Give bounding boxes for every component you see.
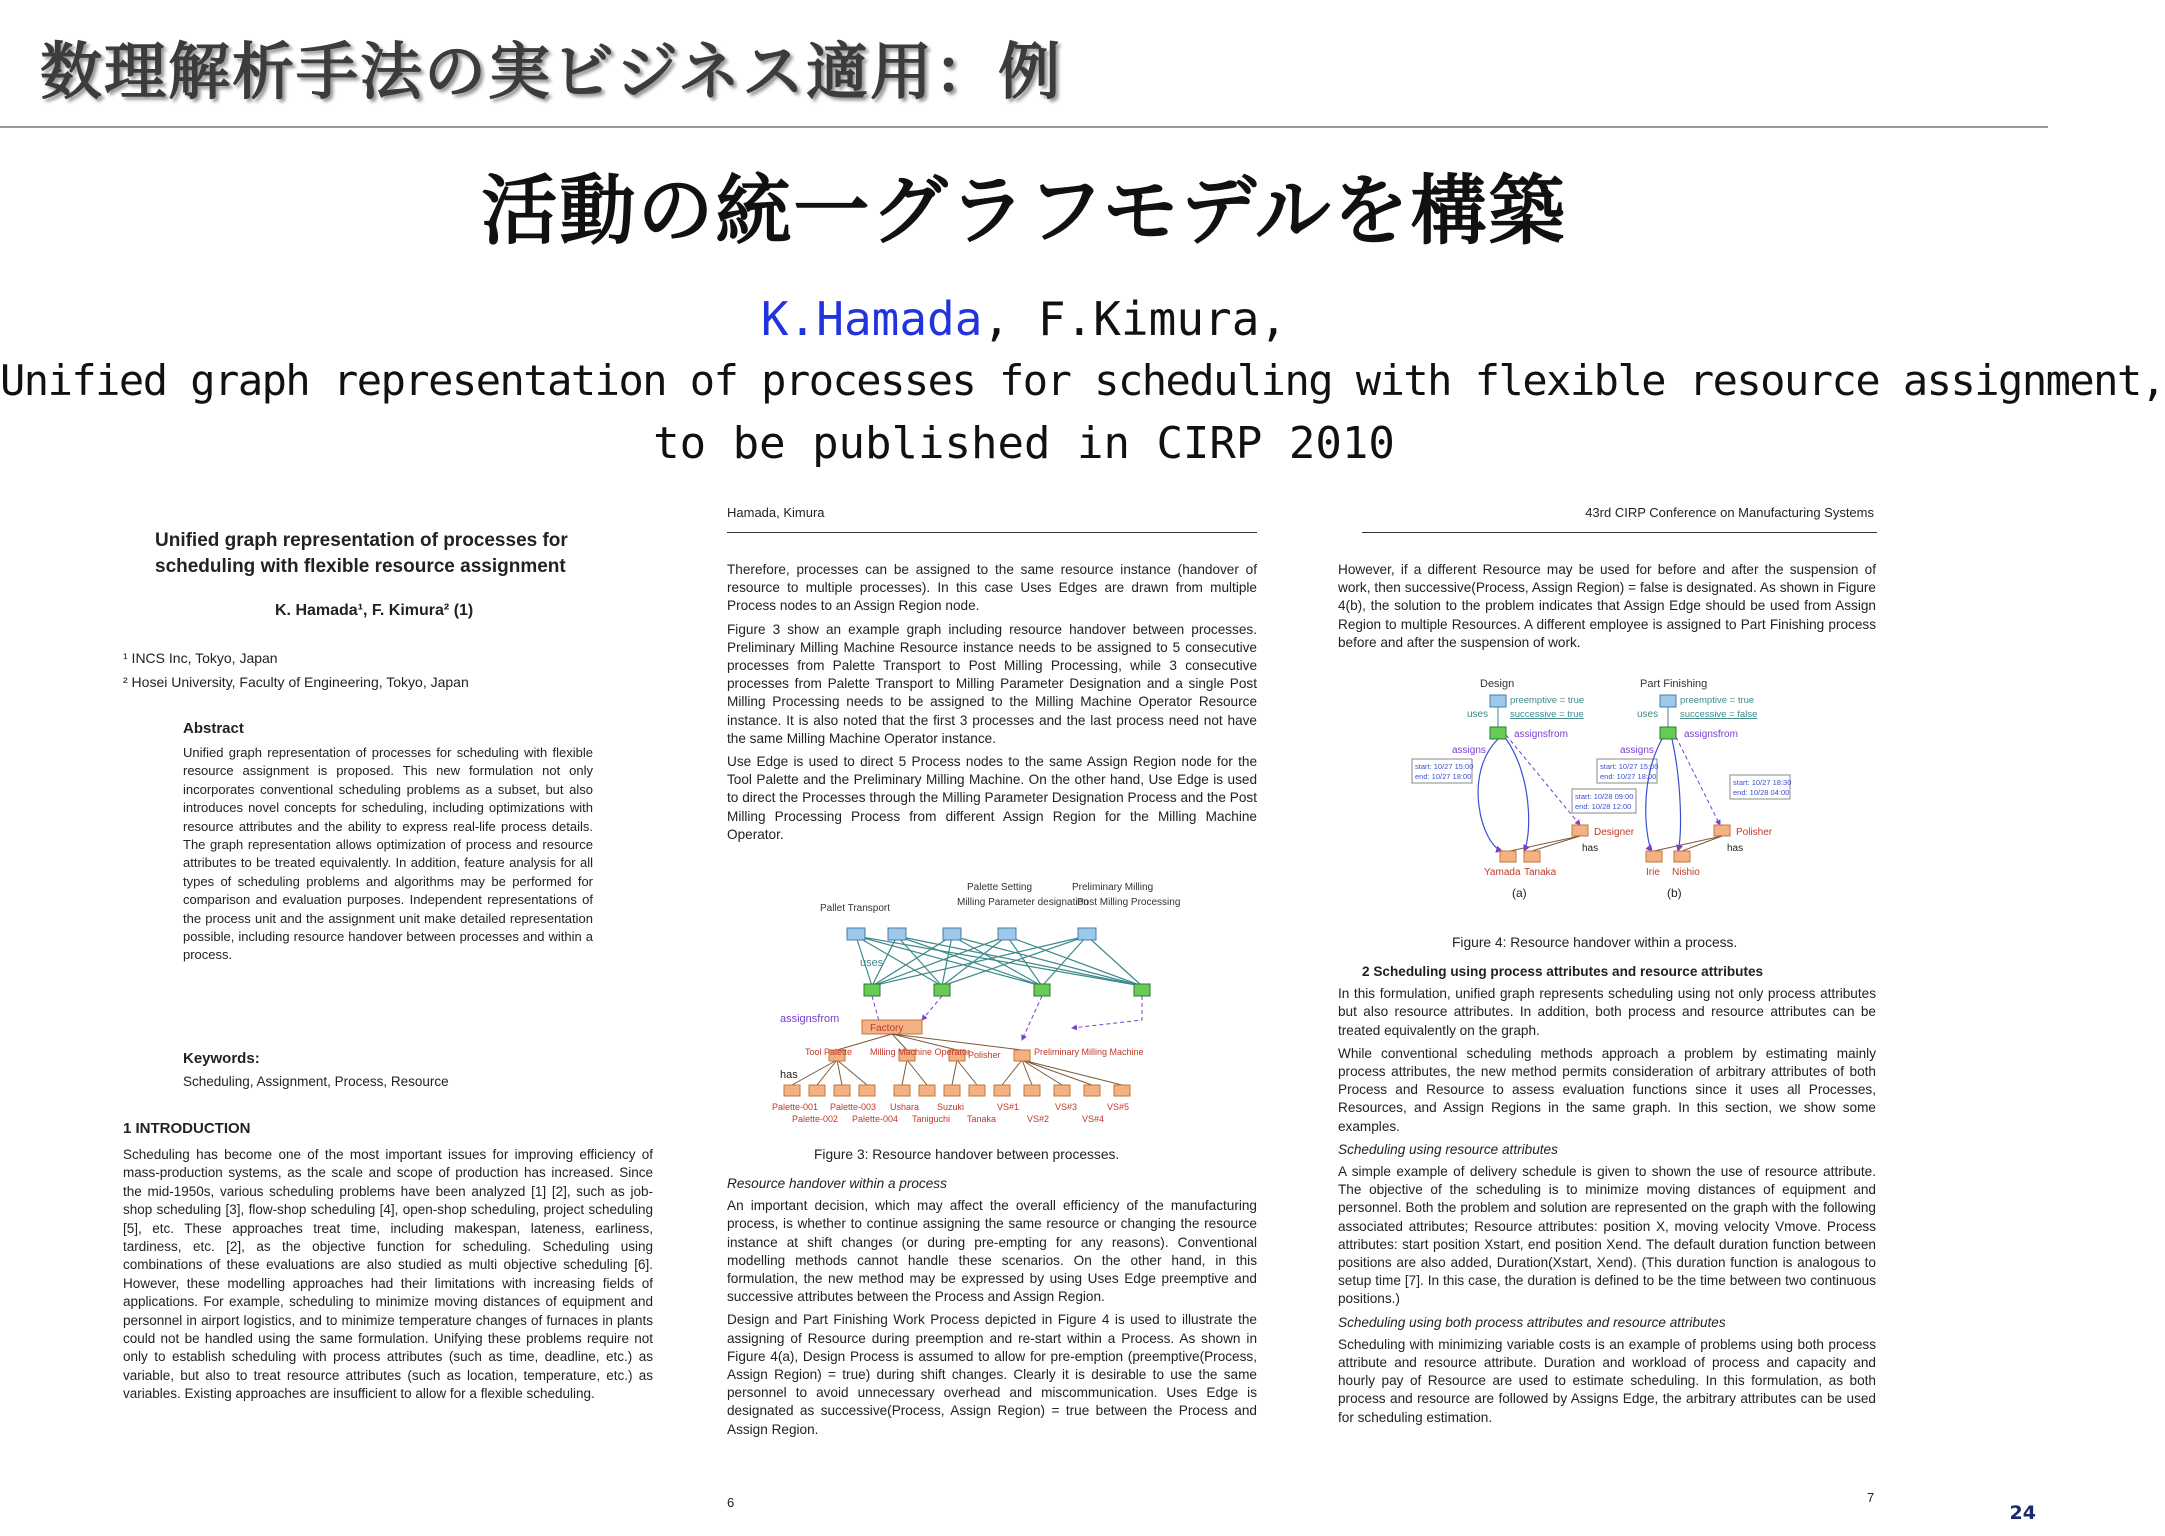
fig3-assignsfrom-label: assignsfrom [780, 1013, 840, 1025]
header-rule [727, 532, 1257, 533]
fig3-leaf-label: VS#1 [997, 1102, 1020, 1112]
fig4a-assign-edge [1506, 739, 1529, 851]
paragraph: Design and Part Finishing Work Process depicted in Figure 4 is used to illustrate the assigning of Resource during preemption and re-start within a Process. As shown in Figure 4(a), Design Process is assumed to allow for pre-emption (preemptive(Process, Assign Region) = true) during shift changes. Clearly it is desirable to use the same personnel to avoid unnecessary overhead and miscommunication. Uses Edge is designated as successive(Process, Assign Region) = true between the Process and Assign Region. [727, 1312, 1257, 1437]
author-rest: , F.Kimura, [982, 292, 1288, 346]
paragraph: Figure 3 show an example graph including resource handover between processes. Preliminary Milling Machine Resource instance needs to be assigned to 5 consecutive processes from Palette Transport to Post Milling Processing, while 3 consecutive processes from Palette Transport to Milling Parameter Designation and a single Post Milling Processing needs to be assigned to the Milling Machine Operator Resource instance. It is also noted that the first 3 processes and the last process need not have the same Milling Machine Operator instance. [727, 621, 1257, 746]
page3-body-bottom [1338, 963, 1876, 1432]
fig3-process-node [998, 928, 1016, 940]
intro-heading: 1 INTRODUCTION [123, 1120, 251, 1137]
fig4a-time: start: 10/27 15:00 [1600, 762, 1659, 771]
paragraph: However, if a different Resource may be used for before and after the suspension of work, then successive(Process, Assign Region) = false is designated. As shown in Figure 4(b), the solution to the problem indicates that Assign Edge should be used from Assign Region to multiple Resources. A different employee is assigned to Part Finishing process before and after the suspension of work. [1338, 562, 1876, 650]
fig4b-resource-node [1714, 825, 1730, 836]
fig4a-time: end: 10/27 18:00 [1600, 772, 1657, 781]
fig3-preliminary-machine: Preliminary Milling Machine [1034, 1047, 1144, 1057]
fig3-leaf-label: Palette-004 [852, 1114, 899, 1124]
fig4a-time: start: 10/27 15:00 [1415, 762, 1474, 771]
fig4a-has-edges [1510, 836, 1580, 851]
fig4a-time: end: 10/28 12:00 [1575, 802, 1632, 811]
fig3-assign-region [864, 984, 880, 996]
fig3-process-node [1078, 928, 1096, 940]
fig4b-uses: uses [1637, 709, 1659, 720]
section-heading: 2 Scheduling using process attributes and resource attributes [1362, 964, 1764, 979]
fig4-label-a: (a) [1512, 886, 1527, 900]
paragraph: An important decision, which may affect the overall efficiency of the manufacturing process, is whether to continue assigning the same resource or changing the resource instance at shift changes (or during pre-empting for any reasons). Conventional modelling methods cannot handle these scenarios. On the other hand, in this formulation, the new method may be expressed by using Uses Edge preemptive and successive attributes between the Process and Assign Region. [727, 1198, 1257, 1305]
author-highlight: K.Hamada [760, 292, 983, 346]
fig4b-process-label: Part Finishing [1640, 678, 1708, 690]
paragraph: A simple example of delivery schedule is given to shown the use of resource attribute. The objective of the scheduling is to minimize moving distances of equipment and personnel. Both the problem and solution are represented on the graph with the following associated attributes; Resource attributes: position X, moving velocity Vmove. Process attributes: start position Xstart, end position Xend. The default duration function between positions are also added, Duration(Xstart, Xend). (This duration function is analogous to setup time [7]. In this case, the duration is defined to be the time between two continuous positions.) [1338, 1164, 1876, 1307]
keywords-text: Scheduling, Assignment, Process, Resource [183, 1074, 449, 1089]
slide-headline: 活動の統一グラフモデルを構築 [481, 166, 1567, 255]
reference-title: Unified graph representation of processes for scheduling with flexible resource assignment, [0, 356, 2165, 405]
subheading: Scheduling using both process attributes and resource attributes [1338, 1314, 1726, 1330]
subheading: Resource handover within a process [727, 1176, 947, 1191]
paper-page-number: 6 [727, 1495, 735, 1510]
fig4a-successive: successive = true [1510, 709, 1584, 720]
fig4b-assignsfrom: assignsfrom [1684, 729, 1738, 740]
reference-venue: to be published in CIRP 2010 [653, 418, 1395, 469]
fig3-leaf-label: VS#3 [1055, 1102, 1078, 1112]
fig4a-has: has [1582, 843, 1599, 854]
figure-3-graph [772, 880, 1222, 1140]
fig3-leaf-label: Suzuki [937, 1102, 965, 1112]
fig4b-assign-region [1660, 727, 1676, 739]
fig3-leaf-label: Taniguchi [912, 1114, 951, 1124]
fig3-leaf-label: Tanaka [967, 1114, 997, 1124]
paper-title: Unified graph representation of processes for scheduling with flexible resource assignment [155, 530, 568, 577]
fig3-resource-node [1014, 1050, 1030, 1061]
paragraph: Use Edge is used to direct 5 Process nodes to the same Assign Region node for the Tool Palette and the Preliminary Milling Machine. On the other hand, Use Edge is used to direct the Processes through the Milling Parameter Designation Process and the Post Milling Processing Process from different Assign Region for the Milling Machine Operator. [727, 754, 1257, 842]
reference-authors [0, 292, 2048, 346]
fig4b-time: end: 10/28 04:00 [1733, 788, 1790, 797]
fig4a-process-label: Design [1480, 678, 1515, 690]
fig3-assign-region [934, 984, 950, 996]
fig3-uses-label: uses [860, 957, 884, 969]
paragraph: In this formulation, unified graph represents scheduling using not only process attributes but also resource attributes. In addition, both process and resource attributes can be treated equivalently on the graph. [1338, 986, 1876, 1038]
fig4b-has-edges [1654, 836, 1722, 851]
page2-body-bottom [727, 1175, 1257, 1444]
fig3-leaf-label: Palette-001 [772, 1102, 819, 1112]
fig3-label-palette-setting: Palette Setting [967, 882, 1033, 893]
fig4b-person-node [1674, 851, 1690, 862]
fig3-label-pallet-transport: Pallet Transport [820, 903, 891, 914]
fig3-milling-operator: Milling Machine Operator [870, 1047, 971, 1057]
fig3-assign-region [1134, 984, 1150, 996]
fig4a-assign-region [1490, 727, 1506, 739]
fig3-leaf-nodes [784, 1085, 1130, 1096]
paper-page-3 [1338, 505, 1882, 1515]
fig3-label-milling-param: Milling Parameter designation [957, 897, 1089, 908]
slide-title: 数理解析手法の実ビジネス適用：例 [40, 35, 1063, 108]
fig4b-successive: successive = false [1680, 709, 1758, 720]
fig4a-time: start: 10/28 09:00 [1575, 792, 1634, 801]
fig4a-person-node [1500, 851, 1516, 862]
fig3-polisher: Polisher [968, 1050, 1001, 1060]
fig4b-preemptive: preemptive = true [1680, 695, 1755, 706]
paper-page-1 [115, 510, 653, 1470]
affiliation-2: ² Hosei University, Faculty of Engineering, Tokyo, Japan [123, 674, 469, 690]
fig4a-person: Tanaka [1524, 867, 1557, 878]
fig4-label-b: (b) [1667, 886, 1682, 900]
fig4b-resource-label: Polisher [1736, 827, 1773, 838]
slide-page-number: 24 [2009, 1502, 2036, 1524]
paper-authors: K. Hamada¹, F. Kimura² (1) [275, 602, 474, 619]
fig3-process-node [888, 928, 906, 940]
fig4b-person: Irie [1646, 867, 1660, 878]
fig4b-process-node [1660, 695, 1676, 707]
subheading: Scheduling using resource attributes [1338, 1141, 1558, 1157]
paragraph: Scheduling with minimizing variable costs is an example of problems using both process attribute and resource attribute. Duration and workload of process and capacity and hourly pay of Resource are used to estimate scheduling. In this formulation, as both process and resource are followed by Assigns Edge, the arbitrary attributes can be used for scheduling estimation. [1338, 1336, 1876, 1425]
page3-body-top [1338, 561, 1876, 657]
fig4b-person: Nishio [1672, 867, 1700, 878]
fig4a-assignsfrom-edge [1506, 735, 1580, 825]
fig4a-preemptive: preemptive = true [1510, 695, 1585, 706]
keywords-heading: Keywords: [183, 1050, 260, 1067]
title-divider [0, 126, 2048, 128]
fig3-leaf-label: VS#4 [1082, 1114, 1105, 1124]
fig4a-resource-label: Designer [1594, 827, 1635, 838]
paragraph: While conventional scheduling methods approach a problem by estimating mainly process attributes, the new method permits consideration of arbitrary attributes of both Process and Resource to assess evaluation functions since it uses all Processes, Resources, and Assign Regions in the same graph. In this section, we show some examples. [1338, 1045, 1876, 1134]
fig3-leaf-label: VS#5 [1107, 1102, 1130, 1112]
paper-page-2 [722, 505, 1260, 1515]
fig3-label-preliminary-milling: Preliminary Milling [1072, 882, 1154, 893]
fig3-leaf-label: Palette-002 [792, 1114, 839, 1124]
page2-body-top [727, 561, 1257, 849]
abstract-heading: Abstract [183, 720, 244, 737]
fig4a-person-node [1524, 851, 1540, 862]
abstract-text: Unified graph representation of processes for scheduling with flexible resource assignment is proposed. This new formulation not only incorporates conventional scheduling problems as a subset, but also introduces novel concepts for scheduling, including optimizations with resource attributes and the ability to express real-life process details. The graph representation allows optimization of process and resource attributes to be treated equivalently. In addition, feature analysis for all types of scheduling problems and algorithms may be performed for comparison and evaluation purposes. Independent representations of the process unit and the assignment unit make detailed representation possible, including resource handover between processes and within a process. [183, 745, 593, 963]
fig3-uses-edges [856, 936, 1142, 986]
header-rule [1362, 532, 1877, 533]
figure-4-graph [1382, 675, 1792, 915]
page-header: 43rd CIRP Conference on Manufacturing Systems [1585, 505, 1874, 520]
fig4a-resource-node [1572, 825, 1588, 836]
fig3-has-label: has [780, 1069, 798, 1081]
fig3-leaf-label: VS#2 [1027, 1114, 1050, 1124]
figure-4-caption: Figure 4: Resource handover within a process. [1452, 935, 1738, 950]
fig4a-assignsfrom: assignsfrom [1514, 729, 1568, 740]
fig3-leaf-label: Palette-003 [830, 1102, 877, 1112]
fig3-leaf-label: Ushara [890, 1102, 920, 1112]
fig4b-assign-edge [1672, 739, 1680, 851]
fig4b-assignsfrom-edge [1676, 737, 1720, 825]
figure-3-caption: Figure 3: Resource handover between processes. [814, 1147, 1120, 1162]
paper-page-number: 7 [1867, 1490, 1875, 1505]
affiliation-1: ¹ INCS Inc, Tokyo, Japan [123, 650, 278, 666]
fig4b-has: has [1727, 843, 1744, 854]
fig4a-person: Yamada [1484, 867, 1521, 878]
fig4a-process-node [1490, 695, 1506, 707]
fig4b-time: start: 10/27 18:30 [1733, 778, 1792, 787]
fig3-tool-palette: Tool Palette [805, 1047, 853, 1057]
fig4a-uses: uses [1467, 709, 1489, 720]
fig3-assign-region [1034, 984, 1050, 996]
fig3-process-node [943, 928, 961, 940]
fig4a-time: end: 10/27 18:00 [1415, 772, 1472, 781]
intro-text: Scheduling has become one of the most important issues for improving efficiency of mass-production systems, as the scale and scope of production has increased. Since the mid-1950s, various scheduling problems have been analyzed [1] [2], such as job-shop scheduling [3], flow-shop scheduling [4], open-shop scheduling, project scheduling [5], etc. These approaches treat time, including makespan, lateness, earliness, tardiness, etc. [2], as the objective function for scheduling. Scheduling using combinations of these evaluations are also studied as multi objective scheduling [6]. However, these modelling approaches had their limitations with increasing fields of applications. For example, scheduling to minimize moving distances of equipment and personnel in airport logistics, and to minimize temperature changes of furnaces in plants could not be handled using the same formulation. Unifying these problems require not only to establish scheduling with process attributes (such as time, deadline, etc.) as variable, but also to treat resource attributes (such as location, temperature, etc.) as variables. Existing approaches are insufficient to allow for a flexible scheduling. [123, 1147, 653, 1402]
paragraph: Therefore, processes can be assigned to the same resource instance (handover of resource to multiple processes). In this case Uses Edges are drawn from multiple Process nodes to an Assign Region node. [727, 562, 1257, 614]
fig4a-assigns: assigns [1452, 745, 1486, 756]
fig4b-person-node [1646, 851, 1662, 862]
page-header: Hamada, Kimura [727, 505, 825, 520]
fig3-label-post-milling: Post Milling Processing [1077, 897, 1181, 908]
fig3-factory-label: Factory [870, 1023, 904, 1034]
fig3-process-node [847, 928, 865, 940]
fig4b-assigns: assigns [1620, 745, 1654, 756]
